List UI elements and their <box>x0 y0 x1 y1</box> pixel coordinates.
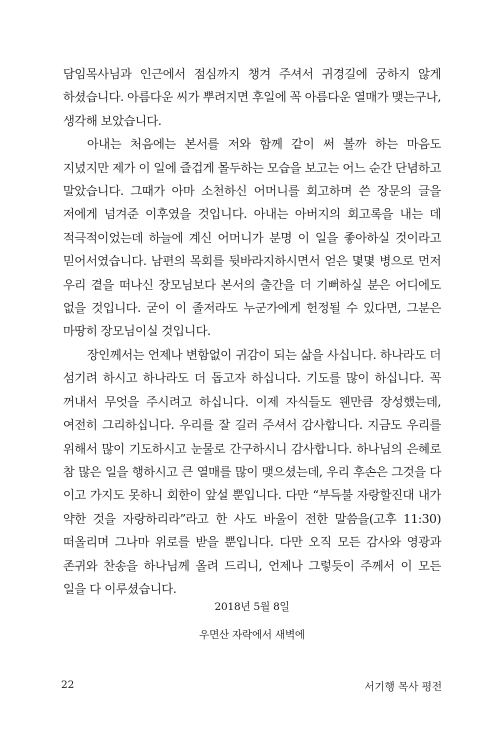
running-title: 서기행 목사 평전 <box>364 681 442 693</box>
paragraph-2: 아내는 처음에는 본서를 저와 함께 같이 써 볼까 하는 마음도 지녔지만 제가 이 일에 즐겁게 몰두하는 모습을 보고는 어느 순간 단념하고 말았습니다. 그때가 아마 소천하신 어머니를 회고하며 쓴 장문의 글을 저에게 넘겨준 이후였을 것입니다. 아내는 아버지의 회고록을 내는 데 적극적이었는데 하늘에 계신 어머니가 분명 이 일을 좋아하실 것이라고 믿어서였습니다. 남편의 목회를 뒷바라지하시면서 얻은 몇몇 병으로 먼저 우리 곁을 떠나신 장모님보다 본서의 출간을 더 기뻐하실 분은 어디에도 없을 것입니다. 굳이 이 졸저라도 누군가에게 헌정될 수 있다면, 그분은 마땅히 장모님이실 것입니다. <box>63 137 441 339</box>
signature-date: 2018년 5월 8일 <box>214 601 290 613</box>
body-text <box>63 63 441 601</box>
paragraph-1: 담임목사님과 인근에서 점심까지 챙겨 주셔서 귀경길에 궁하지 않게 하셨습니다. 아름다운 씨가 뿌려지면 후일에 꼭 아름다운 열매가 맺는구나, 생각해 보았습니다. <box>63 67 441 128</box>
signature-place: 우면산 자락에서 새벽에 <box>199 629 305 641</box>
page-number: 22 <box>61 679 75 691</box>
paragraph-3: 장인께서는 언제나 변함없이 귀감이 되는 삶을 사십니다. 하나라도 더 섬기려 하시고 하나라도 더 돕고자 하십니다. 기도를 많이 하십니다. 꼭 꺼내서 무엇을 주시려고 하십니다. 이제 자식들도 웬만큼 장성했는데, 여전히 그리하십니다. 우리를 잘 길러 주셔서 감사합니다. 지금도 우리를 위해서 많이 기도하시고 눈물로 간구하시니 감사합니다. 하나님의 은혜로 참 많은 일을 행하시고 큰 열매를 많이 맺으셨는데, 우리 후손은 그것을 다 이고 가지도 못하니 회한이 앞설 뿐입니다. 다만 “부득불 자랑할진대 내가 약한 것을 자랑하리라”라고 한 사도 바울이 전한 말씀을(고후 11:30) 떠올리며 그나마 위로를 받을 뿐입니다. 다만 오직 모든 감사와 영광과 존귀와 찬송을 하나님께 올려 드리니, 언제나 그렇듯이 주께서 이 모든 일을 다 이루셨습니다. <box>63 347 441 596</box>
